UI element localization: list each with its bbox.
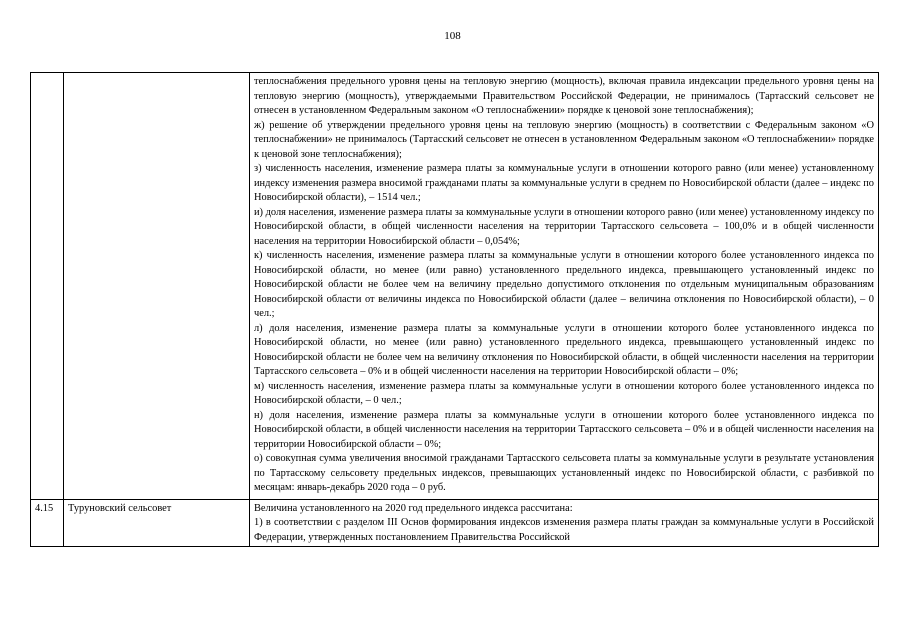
paragraph: з) численность населения, изменение размера платы за коммунальные услуги в отношении которого равно (или менее) установленному индексу изменения размера вносимой гражданами платы за коммунальные услуги в среднем по Новосибирской области (далее – индекс по Новосибирской области), – 1514 чел.; (254, 163, 874, 203)
document-table (30, 72, 879, 547)
settlement-name-cell (64, 73, 250, 500)
row-number-cell: 4.15 (31, 499, 64, 547)
description-cell (250, 73, 879, 500)
paragraph: м) численность населения, изменение размера платы за коммунальные услуги в отношении которого более установленного индекса по Новосибирской области, – 0 чел.; (254, 380, 874, 406)
paragraph: и) доля населения, изменение размера платы за коммунальные услуги в отношении которого равно (или менее) установленному индексу по Новосибирской области, в общей численности населения на территории Тартасского сельсовета – 100,0% и в общей численности населения на территории Новосибирской области – 0,054%; (254, 206, 874, 247)
paragraph: о) совокупная сумма увеличения вносимой гражданами Тартасского сельсовета платы за коммунальные услуги в результате установления по Тартасскому сельсовету предельных индексов, превышающих установленный индекс по Новосибирской области, с разбивкой по месяцам: январь-декабрь 2020 года – 0 руб. (254, 453, 874, 493)
paragraph: Величина установленного на 2020 год предельного индекса рассчитана: (254, 502, 573, 514)
paragraph: теплоснабжения предельного уровня цены на тепловую энергию (мощность), включая правила индексации предельного уровня цены на тепловую энергию (мощность), утверждаемыми Правительством Российской Федерации, не принималось (Тартасский сельсовет не отнесен в установленном Федеральным законом «О теплоснабжении» порядке к ценовой зоне теплоснабжения); (254, 76, 874, 116)
paragraph: 1) в соответствии с разделом III Основ формирования индексов изменения размера платы граждан за коммунальные услуги в Российской Федерации, утвержденных постановлением Правительства Российской (254, 517, 874, 543)
description-cell (250, 499, 879, 547)
row-number-cell (31, 73, 64, 500)
paragraph: н) доля населения, изменение размера платы за коммунальные услуги в отношении которого более установленного индекса по Новосибирской области, в общей численности населения на территории Тартасского сельсовета – 0% и в общей численности населения на территории Новосибирской области – 0%; (254, 409, 874, 450)
table-row (31, 73, 879, 500)
paragraph: л) доля населения, изменение размера платы за коммунальные услуги в отношении которого более установленного индекса по Новосибирской области, но менее (или равно) установленного предельного индекса, превышающего установленный индекс по Новосибирской области не более чем на величину отклонения по Новосибирской области, в общей численности населения на территории Тартасского сельсовета – 0% и в общей численности населения на территории Новосибирской области – 0%; (254, 322, 874, 377)
settlement-name-cell: Туруновский сельсовет (64, 499, 250, 547)
continued-text (254, 516, 874, 543)
page-number: 108 (444, 30, 461, 42)
paragraph: к) численность населения, изменение размера платы за коммунальные услуги в отношении которого более установленного индекса по Новосибирской области, но менее (или равно) установленного предельного индекса, превышающего установленный индекс по Новосибирской области не более чем на величину предельно допустимого отклонения по отдельным муниципальным образованиям Новосибирской области от величины индекса по Новосибирской области (далее – величина отклонения по Новосибирской области), – 0 чел.; (254, 250, 874, 319)
table-row (31, 499, 879, 547)
paragraph: ж) решение об утверждении предельного уровня цены на тепловую энергию (мощность) в соответствии с Федеральным законом «О теплоснабжении» не принималось (Тартасский сельсовет не отнесен в установленном Федеральным законом «О теплоснабжении» порядке к ценовой зоне теплоснабжения); (254, 119, 874, 160)
